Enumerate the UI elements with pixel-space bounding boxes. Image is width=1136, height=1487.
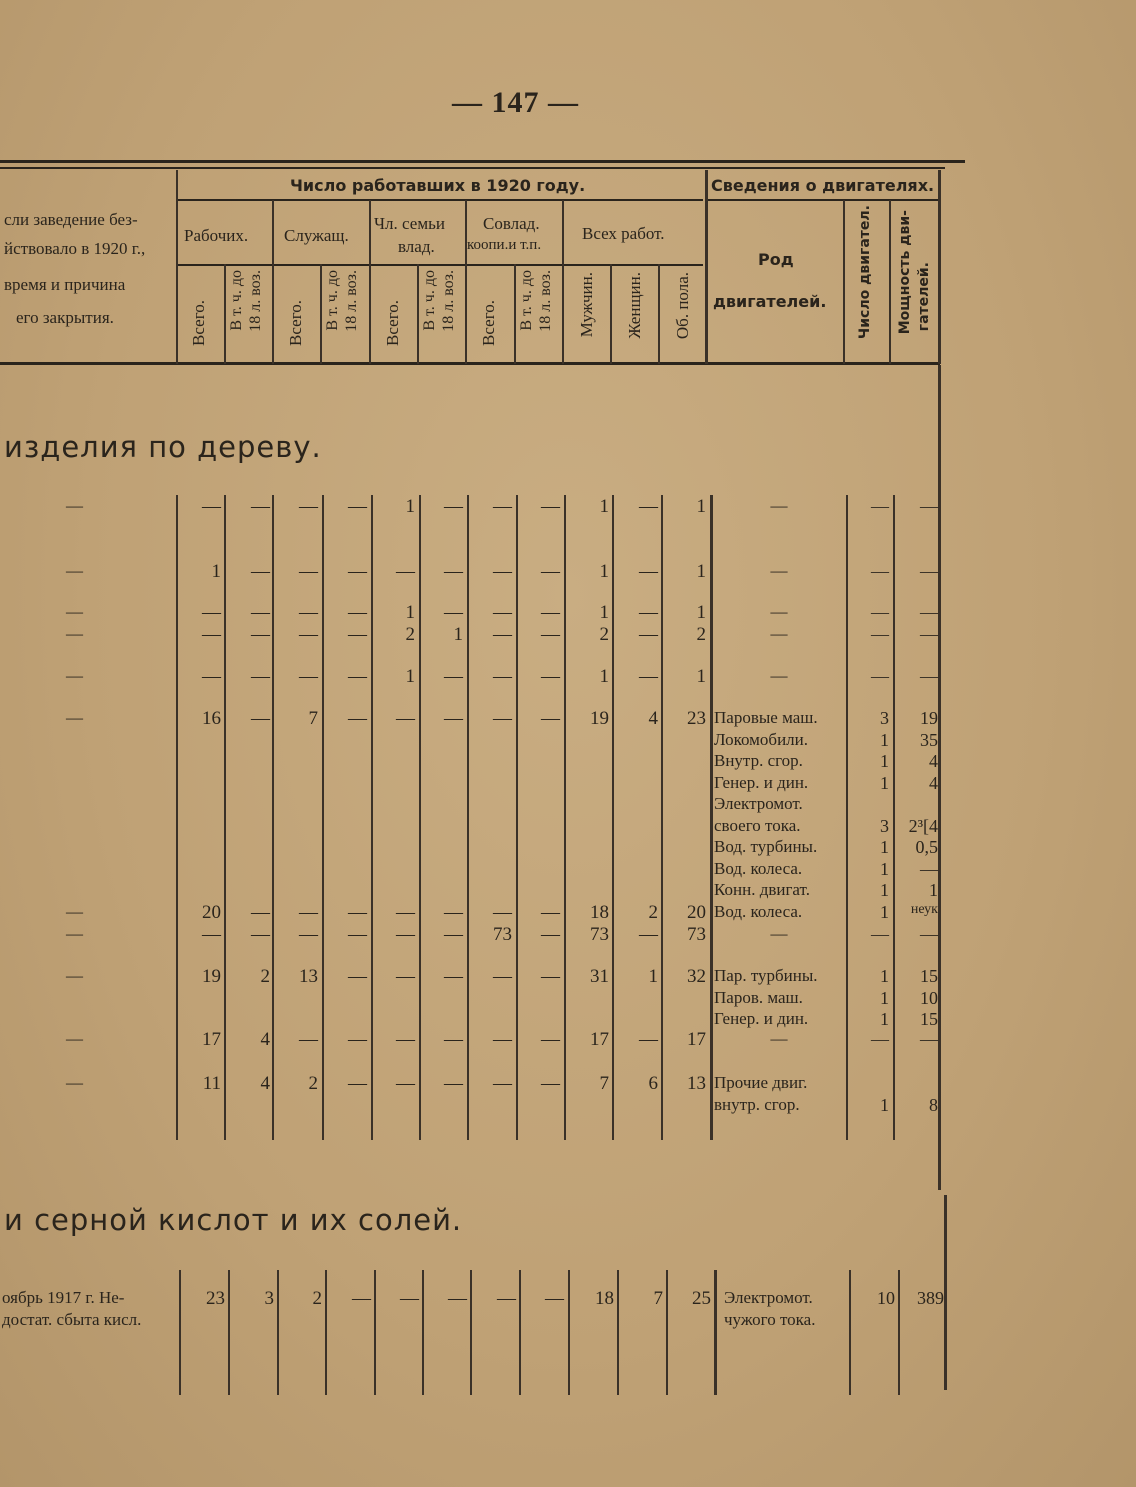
engine-count: — — [871, 624, 889, 644]
table-cell: — — [493, 624, 512, 645]
row-reason: — — [66, 966, 83, 985]
table-cell: — — [444, 1029, 463, 1050]
table-cell: — — [444, 666, 463, 687]
table-cell: — — [299, 924, 318, 945]
table-cell: — — [202, 624, 221, 645]
section-title-wood: изделия по дереву. — [4, 430, 322, 464]
engine-kind: — — [770, 496, 788, 515]
table-cell: — — [444, 924, 463, 945]
table-cell: 20 — [687, 902, 706, 923]
engines-group-title: Сведения о двигателях. — [711, 176, 935, 195]
table-cell: 6 — [648, 1073, 658, 1094]
engine-kind: Пар. турбины. — [714, 966, 818, 985]
fam-total-header: Всего. — [383, 300, 402, 346]
top-rule — [0, 160, 965, 163]
vline-all — [562, 200, 564, 364]
table-cell: — — [400, 1288, 419, 1309]
table-cell: 3 — [264, 1288, 274, 1309]
engine-power: 35 — [920, 729, 938, 750]
table-cell: — — [348, 966, 367, 987]
engine-power: 1 — [929, 880, 938, 900]
engine-count: — — [871, 561, 889, 581]
table-cell: — — [639, 624, 658, 645]
table-cell: — — [348, 902, 367, 923]
table-cell: — — [497, 1288, 516, 1309]
engine-count: 1 — [880, 751, 889, 771]
engine-kind: — — [770, 624, 788, 643]
table-cell: — — [352, 1288, 371, 1309]
engine-count: — — [871, 496, 889, 516]
table-cell: 17 — [202, 1029, 221, 1050]
table-cell: 1 — [599, 561, 609, 582]
table-cell: — — [444, 602, 463, 623]
wk-minor-header-2: 18 л. воз. — [247, 270, 264, 332]
table-cell: — — [493, 1029, 512, 1050]
body-vline-13 — [846, 495, 848, 1140]
engine-power: — — [920, 666, 938, 686]
table-cell: 73 — [493, 924, 512, 945]
table-cell: — — [541, 666, 560, 687]
table-cell: — — [251, 624, 270, 645]
table-cell: 1 — [405, 602, 415, 623]
table-cell: — — [541, 708, 560, 729]
table-cell: — — [396, 966, 415, 987]
family-header-1: Чл. семьи — [374, 214, 445, 233]
vline-fam — [369, 200, 371, 364]
table-cell: — — [541, 924, 560, 945]
table-cell: — — [541, 966, 560, 987]
header-bottom-rule — [0, 362, 940, 365]
engine-kind: своего тока. — [714, 815, 801, 835]
engine-power: — — [920, 496, 938, 516]
table-cell: 18 — [595, 1288, 614, 1309]
co-total-header: Всего. — [479, 300, 498, 346]
table-cell: — — [299, 561, 318, 582]
table-cell: — — [493, 966, 512, 987]
table-cell: 17 — [687, 1029, 706, 1050]
table-cell: 2 — [696, 624, 706, 645]
engine-kind: чужого тока. — [724, 1309, 816, 1329]
vline-fam-minor — [417, 264, 419, 364]
subheader-rule-workers — [177, 199, 703, 201]
engine-kind: Локомобили. — [714, 729, 809, 749]
engine-kind: — — [770, 924, 788, 943]
reason-header-line-1: сли заведение без- — [4, 210, 138, 229]
table-cell: 2 — [405, 624, 415, 645]
engine-count: 1 — [880, 772, 889, 793]
fam-minor-header-2: 18 л. воз. — [440, 270, 457, 332]
wk-total-header: Всего. — [189, 300, 208, 346]
table-cell: 16 — [202, 708, 221, 729]
s2-vline-right — [944, 1195, 947, 1390]
table-cell: — — [348, 602, 367, 623]
engine-power: 4 — [929, 772, 938, 793]
vline-reason — [176, 170, 178, 364]
table-cell: 1 — [599, 496, 609, 517]
engine-kind: Электромот. — [724, 1288, 813, 1307]
table-cell: — — [541, 496, 560, 517]
engine-power: — — [920, 602, 938, 622]
table-cell: 1 — [696, 666, 706, 687]
table-cell: — — [348, 924, 367, 945]
row-reason: оябрь 1917 г. Не- — [2, 1288, 125, 1307]
reason-header-line-3: время и причина — [4, 275, 126, 294]
top-rule-thin — [0, 167, 945, 169]
table-cell: 1 — [211, 561, 221, 582]
engine-count: 1 — [880, 1094, 889, 1115]
body-vline-14 — [893, 495, 895, 1140]
table-cell: 1 — [599, 602, 609, 623]
table-cell: 25 — [692, 1288, 711, 1309]
engine-power: — — [920, 1029, 938, 1049]
table-cell: 7 — [599, 1073, 609, 1094]
table-cell: 1 — [599, 666, 609, 687]
table-cell: — — [444, 902, 463, 923]
vline-co-minor — [514, 264, 516, 364]
table-cell: — — [444, 561, 463, 582]
table-cell: — — [444, 708, 463, 729]
table-cell: 4 — [260, 1029, 270, 1050]
engine-power: — — [920, 924, 938, 944]
table-cell: 20 — [202, 902, 221, 923]
subheader-rule-engines — [708, 199, 940, 201]
engine-kind: Электромот. — [714, 794, 803, 813]
table-cell: 1 — [648, 966, 658, 987]
table-cell: — — [299, 496, 318, 517]
table-cell: — — [348, 561, 367, 582]
reason-header-line-2: йствовало в 1920 г., — [4, 239, 146, 258]
table-cell: 2 — [599, 624, 609, 645]
table-cell: — — [396, 1073, 415, 1094]
engine-kind: — — [770, 666, 788, 685]
table-cell: — — [639, 924, 658, 945]
co-minor-header-2: 18 л. воз. — [537, 270, 554, 332]
row-reason: — — [66, 666, 83, 685]
table-cell: 19 — [202, 966, 221, 987]
engine-power: неук — [910, 902, 938, 917]
table-cell: — — [348, 1073, 367, 1094]
table-cell: — — [541, 1073, 560, 1094]
wk-minor-header-1: В т. ч. до — [228, 270, 245, 331]
table-cell: — — [251, 561, 270, 582]
table-cell: 73 — [687, 924, 706, 945]
engine-kind-header-2: двигателей. — [713, 292, 827, 311]
engine-power: 15 — [920, 1009, 938, 1029]
s2-vline-14 — [898, 1270, 900, 1395]
both-header: Об. пола. — [673, 272, 692, 340]
table-cell: — — [299, 602, 318, 623]
table-cell: — — [493, 1073, 512, 1094]
vline-emp-minor — [320, 264, 322, 364]
table-cell: — — [348, 624, 367, 645]
table-cell: — — [202, 924, 221, 945]
table-cell: 1 — [405, 496, 415, 517]
engine-count: — — [871, 1029, 889, 1049]
engine-count: 10 — [877, 1288, 895, 1308]
engine-count: 3 — [880, 708, 889, 728]
engine-kind: Вод. колеса. — [714, 858, 803, 878]
table-cell: 7 — [308, 708, 318, 729]
engine-kind: Генер. и дин. — [714, 1009, 809, 1028]
group-rule — [177, 264, 703, 266]
engine-count: 3 — [880, 815, 889, 836]
table-cell: — — [639, 561, 658, 582]
row-reason: достат. сбыта кисл. — [2, 1310, 142, 1329]
table-cell: — — [251, 602, 270, 623]
coowners-header-2: коопи.и т.п. — [467, 237, 542, 253]
co-minor-header-1: В т. ч. до — [518, 270, 535, 331]
table-cell: — — [639, 496, 658, 517]
table-cell: — — [639, 666, 658, 687]
engine-kind: — — [770, 561, 788, 580]
table-cell: — — [448, 1288, 467, 1309]
table-cell: — — [396, 1029, 415, 1050]
vline-wk-minor — [224, 264, 226, 364]
engine-power: 10 — [920, 987, 938, 1008]
table-cell: 17 — [590, 1029, 609, 1050]
section-title-acid: и серной кислот и их солей. — [4, 1203, 463, 1237]
table-cell: — — [396, 902, 415, 923]
table-cell: — — [348, 1029, 367, 1050]
engine-kind: Вод. колеса. — [714, 902, 803, 921]
engine-power: 0,5 — [915, 837, 938, 857]
table-cell: — — [493, 561, 512, 582]
table-cell: — — [541, 561, 560, 582]
table-cell: 13 — [299, 966, 318, 987]
engine-power-header-2: гателей. — [916, 262, 932, 332]
table-cell: 2 — [308, 1073, 318, 1094]
engine-count: 1 — [880, 837, 889, 857]
table-cell: — — [396, 924, 415, 945]
engine-count: 1 — [880, 987, 889, 1008]
table-cell: — — [493, 708, 512, 729]
table-cell: — — [251, 924, 270, 945]
table-cell: — — [493, 902, 512, 923]
table-cell: — — [299, 1029, 318, 1050]
table-cell: — — [299, 624, 318, 645]
table-cell: 1 — [696, 561, 706, 582]
engine-count: — — [871, 602, 889, 622]
engine-count: 1 — [880, 1009, 889, 1029]
row-reason: — — [66, 624, 83, 643]
table-cell: 11 — [202, 1073, 221, 1094]
engine-kind: внутр. сгор. — [714, 1094, 800, 1114]
engine-kind: Паров. маш. — [714, 987, 803, 1007]
engine-count: 1 — [880, 880, 889, 900]
vline-emp — [272, 200, 274, 364]
engine-count: 1 — [880, 966, 889, 986]
table-cell: — — [348, 666, 367, 687]
table-cell: — — [251, 666, 270, 687]
table-cell: — — [493, 602, 512, 623]
table-cell: — — [444, 966, 463, 987]
workers-group-title: Число работавших в 1920 году. — [290, 176, 586, 195]
body-vline-right — [938, 365, 941, 1190]
table-cell: 19 — [590, 708, 609, 729]
engine-kind: Конн. двигат. — [714, 880, 810, 899]
table-cell: — — [444, 1073, 463, 1094]
engine-count: 1 — [880, 858, 889, 879]
men-header: Мужчин. — [577, 272, 596, 338]
engine-kind: — — [770, 1029, 788, 1048]
engine-count: — — [871, 924, 889, 944]
table-cell: — — [202, 602, 221, 623]
all-workers-header: Всех работ. — [582, 224, 665, 243]
vline-engines — [705, 170, 708, 364]
table-cell: 2 — [312, 1288, 322, 1309]
engine-kind: Вод. турбины. — [714, 837, 818, 856]
row-reason: — — [66, 496, 83, 515]
engine-count-header: Число двигател. — [857, 205, 873, 340]
engine-power: 8 — [929, 1094, 938, 1115]
table-cell: 2 — [648, 902, 658, 923]
table-cell: 1 — [696, 602, 706, 623]
engine-kind: Прочие двиг. — [714, 1073, 808, 1092]
emp-total-header: Всего. — [286, 300, 305, 346]
fam-minor-header-1: В т. ч. до — [421, 270, 438, 331]
table-cell: — — [639, 1029, 658, 1050]
body-vline-12 — [710, 495, 713, 1140]
vline-women — [610, 264, 612, 364]
table-cell: — — [541, 902, 560, 923]
table-cell: 18 — [590, 902, 609, 923]
table-cell: — — [396, 561, 415, 582]
table-cell: — — [348, 708, 367, 729]
table-cell: — — [396, 708, 415, 729]
vline-co — [465, 200, 467, 364]
table-cell: 1 — [696, 496, 706, 517]
engine-power: — — [920, 858, 938, 879]
table-cell: — — [541, 602, 560, 623]
vline-both — [658, 264, 660, 364]
page-number: — 147 — — [452, 86, 579, 119]
table-cell: 4 — [260, 1073, 270, 1094]
engine-power: — — [920, 624, 938, 644]
engine-kind: Генер. и дин. — [714, 772, 809, 792]
row-reason: — — [66, 924, 83, 943]
table-cell: 13 — [687, 1073, 706, 1094]
engine-power: 389 — [917, 1288, 944, 1308]
workers-header: Рабочих. — [184, 226, 249, 245]
engine-power-header-1: Мощность дви- — [897, 210, 913, 335]
vline-right — [938, 170, 941, 364]
engine-count: 1 — [880, 902, 889, 922]
engine-kind: — — [770, 602, 788, 621]
table-cell: — — [493, 496, 512, 517]
table-cell: — — [251, 902, 270, 923]
engine-power: 2³[4 — [908, 815, 938, 836]
engine-power: 4 — [929, 751, 938, 771]
coowners-header-1: Совлад. — [483, 214, 540, 233]
table-cell: — — [493, 666, 512, 687]
table-cell: — — [251, 496, 270, 517]
row-reason: — — [66, 602, 83, 621]
row-reason: — — [66, 902, 83, 921]
table-cell: 1 — [405, 666, 415, 687]
engine-power: 19 — [920, 708, 938, 728]
table-cell: — — [251, 708, 270, 729]
emp-minor-header-1: В т. ч. до — [324, 270, 341, 331]
vline-eng-count — [843, 200, 845, 364]
employees-header: Служащ. — [284, 226, 349, 245]
engine-kind-header-1: Род — [758, 250, 794, 269]
row-reason: — — [66, 708, 83, 727]
table-cell: — — [202, 496, 221, 517]
engine-count: — — [871, 666, 889, 686]
row-reason: — — [66, 1029, 83, 1048]
women-header: Женщин. — [625, 272, 644, 339]
table-cell: 31 — [590, 966, 609, 987]
s2-vline-12 — [714, 1270, 717, 1395]
engine-power: 15 — [920, 966, 938, 986]
table-cell: 4 — [648, 708, 658, 729]
reason-header-line-4: его закрытия. — [16, 308, 114, 327]
table-cell: — — [202, 666, 221, 687]
engine-kind: Внутр. сгор. — [714, 751, 803, 770]
vline-eng-power — [889, 200, 891, 364]
table-cell: — — [639, 602, 658, 623]
table-cell: 23 — [206, 1288, 225, 1309]
family-header-2: влад. — [398, 237, 435, 256]
engine-count: 1 — [880, 729, 889, 750]
table-cell: 23 — [687, 708, 706, 729]
table-cell: 2 — [260, 966, 270, 987]
table-cell: — — [299, 666, 318, 687]
emp-minor-header-2: 18 л. воз. — [343, 270, 360, 332]
table-cell: 1 — [453, 624, 463, 645]
row-reason: — — [66, 561, 83, 580]
row-reason: — — [66, 1073, 83, 1092]
table-cell: — — [299, 902, 318, 923]
table-cell: — — [541, 624, 560, 645]
table-cell: 73 — [590, 924, 609, 945]
engine-kind: Паровые маш. — [714, 708, 818, 727]
table-cell: — — [545, 1288, 564, 1309]
table-cell: — — [541, 1029, 560, 1050]
table-cell: — — [348, 496, 367, 517]
table-cell: 7 — [653, 1288, 663, 1309]
engine-power: — — [920, 561, 938, 581]
table-cell: 32 — [687, 966, 706, 987]
table-cell: — — [444, 496, 463, 517]
